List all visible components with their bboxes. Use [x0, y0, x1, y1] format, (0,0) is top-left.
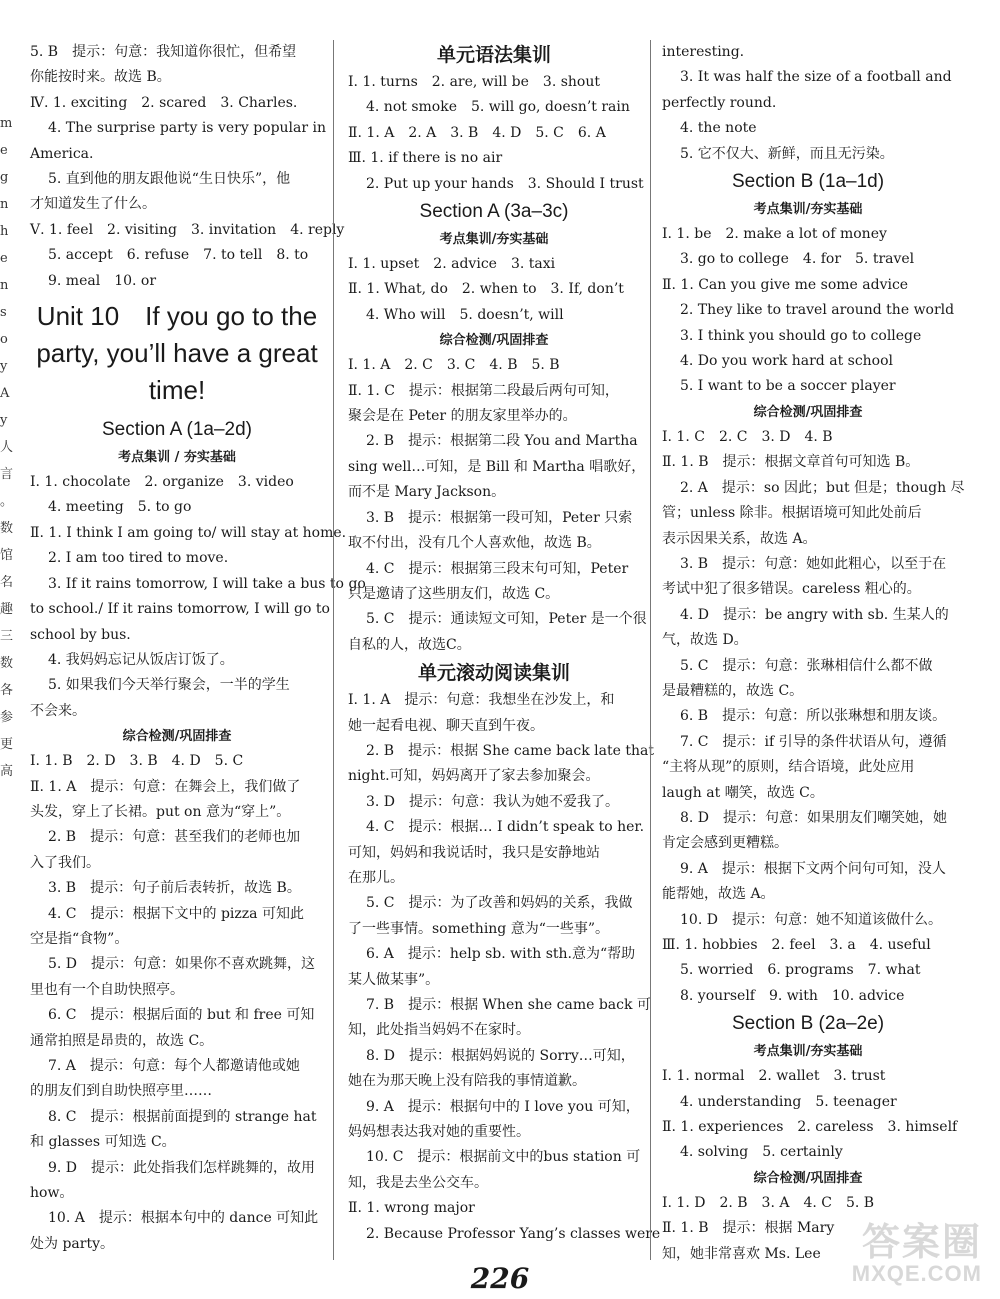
answer-line: 5. D 提示：句意：如果你不喜欢跳舞，这	[48, 956, 316, 973]
answer-line: 了一些事情。something 意为“一些事”。	[348, 920, 610, 937]
subsection-heading: 考点集训/夯实基础	[439, 232, 549, 248]
answer-line: 4. solving 5. certainly	[680, 1144, 843, 1161]
subsection-heading: 综合检测/巩固排查	[122, 729, 232, 745]
answer-line: 某人做某事”。	[348, 971, 440, 988]
left-edge-cropped-text	[0, 110, 14, 785]
answer-line: 5. 直到他的朋友跟他说“生日快乐”，他	[48, 171, 291, 188]
answer-line: 7. A 提示：句意：每个人都邀请他或她	[48, 1058, 300, 1074]
answer-line: 8. C 提示：根据前面提到的 strange hat	[48, 1108, 317, 1125]
answer-line: 3. B 提示：句意：她如此粗心，以至于在	[680, 555, 947, 572]
edge-char: 参	[0, 710, 14, 725]
answer-line: 知，我是去坐公交车。	[348, 1174, 488, 1191]
answer-line: 4. C 提示：根据第三段末句可知，Peter	[366, 560, 629, 577]
subsection-heading: 综合检测/巩固排查	[753, 1170, 863, 1186]
answer-line: Ⅱ. 1. A 2. A 3. B 4. D 5. C 6. A	[348, 124, 606, 141]
answer-line: 7. C 提示：if 引导的条件状语从句，遵循	[680, 733, 947, 750]
answer-line: 9. meal 10. or	[48, 272, 157, 289]
answer-line: 6. A 提示：help sb. with sth.意为“帮助	[366, 946, 636, 963]
answer-line: Ⅰ. 1. turns 2. are, will be 3. shout	[348, 74, 600, 90]
answer-line: 5. accept 6. refuse 7. to tell 8. to	[48, 247, 309, 264]
answer-line: Ⅱ. 1. What, do 2. when to 3. If, don’t	[348, 281, 624, 298]
answer-line: Ⅴ. 1. feel 2. visiting 3. invitation 4. reply	[30, 221, 345, 238]
answer-line: 2. B 提示：根据 She came back late that	[366, 742, 654, 759]
answer-line: Ⅲ. 1. if there is no air	[348, 150, 503, 167]
answer-line: Ⅱ. 1. A 提示：句意：在舞会上，我们做了	[30, 778, 301, 795]
answer-line: 7. B 提示：根据 When she came back 可	[366, 997, 651, 1013]
answer-line: 4. 我妈妈忘记从饭店订饭了。	[48, 651, 234, 668]
edge-char: y	[0, 413, 8, 428]
edge-char: h	[0, 224, 9, 239]
answer-line: 2. A 提示：so 因此；but 但是；though 尽	[680, 479, 965, 496]
practice-heading: 单元语法集训	[436, 44, 551, 66]
answer-line: 里也有一个自助快照亭。	[30, 981, 184, 998]
answer-line: 入了我们。	[30, 854, 100, 871]
answer-line: 3. If it rains tomorrow, I will take a bus to go	[48, 575, 366, 592]
answer-line: 2. B 提示：句意：甚至我们的老师也加	[48, 829, 301, 846]
answer-line: 考试中犯了很多错误。careless 粗心的。	[662, 581, 921, 598]
edge-char: 数	[0, 656, 14, 671]
answer-line: 的朋友们到自助快照亭里……	[30, 1083, 212, 1100]
answer-line: Ⅰ. 1. B 2. D 3. B 4. D 5. C	[30, 753, 244, 770]
answer-line: 可知，妈妈和我说话时，我只是安静地站	[348, 844, 600, 861]
answer-line: 3. It was half the size of a football and	[680, 69, 952, 86]
answer-line: Ⅰ. 1. chocolate 2. organize 3. video	[30, 474, 294, 491]
answer-line: 知，她非常喜欢 Ms. Lee	[662, 1245, 821, 1262]
answer-line: 能帮她，故选 A。	[662, 886, 775, 903]
answer-line: how。	[30, 1185, 74, 1202]
answer-line: 而不是 Mary Jackson。	[348, 484, 506, 501]
edge-char: 各	[0, 683, 14, 698]
answer-line: America.	[30, 145, 94, 162]
answer-line: 8. D 提示：句意：如果朋友们嘲笑她，她	[680, 809, 948, 826]
subsection-heading: 综合检测/巩固排查	[439, 333, 549, 349]
edge-char: 馆	[0, 548, 14, 563]
answer-line: Ⅱ. 1. experiences 2. careless 3. himself	[662, 1119, 958, 1136]
edge-char: n	[0, 197, 9, 212]
answer-line: sing well…可知，是 Bill 和 Martha 唱歌好，	[348, 458, 646, 475]
answer-line: 知，此处指当妈妈不在家时。	[348, 1022, 530, 1039]
answer-line: 3. B 提示：句子前后表转折，故选 B。	[48, 880, 301, 897]
answer-line: Ⅰ. 1. A 2. C 3. C 4. B 5. B	[348, 357, 560, 374]
answer-line: 9. D 提示：此处指我们怎样跳舞的，故用	[48, 1159, 316, 1176]
answer-line: Ⅰ. 1. A 提示：句意：我想坐在沙发上，和	[348, 692, 615, 709]
answer-line: 3. B 提示：根据第一段可知，Peter 只索	[366, 509, 633, 526]
edge-char: 高	[0, 764, 14, 779]
answer-line: to school./ If it rains tomorrow, I will go to	[30, 601, 330, 618]
answer-line: 4. C 提示：根据下文中的 pizza 可知此	[48, 905, 304, 922]
answer-line: Ⅱ. 1. I think I am going to/ will stay at home.	[30, 524, 347, 541]
answer-line: 通常拍照是昂贵的，故选 C。	[30, 1032, 214, 1049]
answer-line: Ⅱ. 1. wrong major	[348, 1200, 475, 1217]
answer-line: 空是指“食物”。	[30, 930, 129, 947]
answer-line: 5. 它不仅大、新鲜，而且无污染。	[680, 145, 894, 162]
answer-line: 5. worried 6. programs 7. what	[680, 962, 921, 979]
answer-line: 取不付出，没有几个人喜欢他，故选 B。	[348, 535, 601, 552]
edge-char: s	[0, 305, 7, 320]
answer-line: 她在为那天晚上没有陪我的事情道歉。	[348, 1073, 586, 1090]
answer-line: 8. D 提示：根据妈妈说的 Sorry…可知，	[366, 1047, 635, 1064]
answer-line: 5. B 提示：句意：我知道你很忙，但希望	[30, 44, 297, 60]
subsection-heading: 综合检测/巩固排查	[753, 404, 863, 420]
answer-line: 2. They like to travel around the world	[680, 302, 955, 319]
edge-char: m	[0, 116, 13, 131]
answer-line: Ⅱ. 1. Can you give me some advice	[662, 276, 909, 293]
edge-char: A	[0, 386, 10, 401]
edge-char: 趣	[0, 602, 14, 617]
practice-heading: 单元滚动阅读集训	[417, 662, 570, 685]
section-heading: Section A (1a–2d)	[102, 419, 252, 441]
edge-char: 人	[0, 440, 14, 455]
answer-line: interesting.	[662, 44, 745, 60]
answer-line: 管；unless 除非。根据语境可知此处前后	[662, 505, 922, 522]
answer-line: 是最糟糕的，故选 C。	[662, 682, 804, 699]
answer-line: 只是邀请了这些朋友们，故选 C。	[348, 585, 560, 602]
edge-char: y	[0, 359, 8, 374]
subsection-heading: 考点集训 / 夯实基础	[118, 450, 236, 466]
answer-line: 在那儿。	[348, 869, 404, 886]
section-heading: Section B (2a–2e)	[731, 1013, 885, 1035]
answer-line: Ⅱ. 1. C 提示：根据第二段最后两句可知，	[348, 382, 619, 399]
answer-line: 4. not smoke 5. will go, doesn’t rain	[366, 99, 630, 116]
answer-line: Ⅰ. 1. C 2. C 3. D 4. B	[662, 428, 833, 445]
answer-line: 5. I want to be a soccer player	[680, 378, 896, 395]
answer-line: 6. C 提示：根据后面的 but 和 free 可知	[48, 1007, 315, 1024]
answer-line: laugh at 嘲笑，故选 C。	[662, 784, 824, 801]
edge-char: e	[0, 143, 8, 158]
answer-line: 4. meeting 5. to go	[48, 499, 192, 516]
answer-line: Ⅲ. 1. hobbies 2. feel 3. a 4. useful	[662, 937, 931, 953]
answer-line: Ⅰ. 1. be 2. make a lot of money	[662, 226, 887, 243]
answer-line: 3. I think you should go to college	[680, 327, 922, 344]
answer-line: 4. C 提示：根据… I didn’t speak to her.	[366, 819, 645, 836]
edge-char: o	[0, 332, 8, 347]
answer-line: 肯定会感到更糟糕。	[662, 835, 788, 852]
answer-line: 4. D 提示：be angry with sb. 生某人的	[680, 606, 949, 623]
edge-char: e	[0, 251, 8, 266]
answer-line: 9. A 提示：根据下文两个问句可知，没人	[680, 860, 946, 877]
answer-line: 10. C 提示：根据前文中的bus station 可	[366, 1149, 641, 1166]
answer-line: Ⅱ. 1. B 提示：根据 Mary	[662, 1220, 835, 1237]
answer-line: 和 glasses 可知选 C。	[30, 1134, 176, 1151]
column-divider	[333, 40, 334, 1260]
answer-line: 自私的人，故选C。	[348, 636, 471, 653]
watermark-line-2: MXQE.COM	[851, 1261, 982, 1286]
answer-line: night.可知，妈妈离开了家去参加聚会。	[348, 768, 600, 785]
answer-line: 2. B 提示：根据第二段 You and Martha	[366, 433, 638, 450]
answer-line: 5. C 提示：通读短文可知，Peter 是一个很	[366, 611, 647, 628]
answer-line: 3. D 提示：句意：我认为她不爱我了。	[366, 793, 620, 810]
answer-line: 8. yourself 9. with 10. advice	[680, 987, 905, 1004]
answer-line: Ⅰ. 1. upset 2. advice 3. taxi	[348, 256, 556, 273]
answer-line: 3. go to college 4. for 5. travel	[680, 251, 915, 268]
watermark-logo	[852, 1223, 982, 1285]
answer-line: Ⅱ. 1. B 提示：根据文章首句可知选 B。	[662, 454, 920, 471]
answer-line: school by bus.	[30, 626, 131, 643]
edge-char: 数	[0, 521, 14, 536]
answer-line: 头发，穿上了长裙。put on 意为“穿上”。	[30, 803, 291, 820]
answer-line: Ⅳ. 1. exciting 2. scared 3. Charles.	[30, 94, 298, 111]
subsection-heading: 考点集训/夯实基础	[753, 1044, 863, 1060]
unit-heading: Unit 10 If you go to the party, you’ll have a great time!	[36, 301, 318, 406]
answer-line: 4. Do you work hard at school	[680, 353, 894, 370]
answer-line: 5. C 提示：为了改善和妈妈的关系，我做	[366, 895, 633, 912]
edge-char: 名	[0, 575, 14, 590]
answer-column-right	[662, 40, 965, 1267]
answer-line: Ⅰ. 1. D 2. B 3. A 4. C 5. B	[662, 1194, 875, 1211]
edge-char: g	[0, 170, 9, 185]
answer-line: 聚会是在 Peter 的朋友家里举办的。	[348, 408, 577, 425]
section-heading: Section B (1a–1d)	[731, 171, 885, 193]
answer-line: 6. B 提示：句意：所以张琳想和朋友谈。	[680, 708, 947, 725]
answer-line: 4. The surprise party is very popular in	[48, 120, 327, 137]
column-divider	[650, 40, 651, 1260]
subsection-heading: 考点集训/夯实基础	[753, 202, 863, 218]
answer-line: 5. C 提示：句意：张琳相信什么都不做	[680, 657, 933, 674]
answer-line: 气，故选 D。	[662, 632, 748, 649]
answer-line: 妈妈想表达我对她的重要性。	[348, 1124, 530, 1141]
answer-line: 4. Who will 5. doesn’t, will	[366, 306, 564, 323]
answer-line: 表示因果关系，故选 A。	[662, 530, 817, 547]
answer-line: 10. A 提示：根据本句中的 dance 可知此	[48, 1210, 319, 1227]
answer-line: 2. Because Professor Yang’s classes were	[366, 1225, 661, 1242]
edge-char: n	[0, 278, 9, 293]
answer-line: 才知道发生了什么。	[30, 196, 156, 213]
answer-column-left	[30, 40, 366, 1257]
answer-line: 10. D 提示：句意：她不知道该做什么。	[680, 911, 942, 928]
page-number: 226	[470, 1262, 530, 1295]
answer-line: 4. understanding 5. teenager	[680, 1093, 897, 1110]
answer-line: 她一起看电视、聊天直到午夜。	[348, 717, 544, 734]
answer-line: 2. Put up your hands 3. Should I trust	[366, 175, 644, 192]
answer-line: perfectly round.	[662, 94, 777, 111]
answer-line: 9. A 提示：根据句中的 I love you 可知，	[366, 1098, 640, 1115]
answer-line: “主将从现”的原则，结合语境，此处应用	[662, 759, 915, 776]
edge-char: 言	[0, 467, 14, 482]
edge-char: 三	[0, 629, 14, 644]
answer-line: 处为 party。	[30, 1235, 114, 1252]
answer-line: Ⅰ. 1. normal 2. wallet 3. trust	[662, 1068, 886, 1085]
answer-line: 4. the note	[680, 120, 757, 137]
edge-char: 更	[0, 737, 14, 752]
section-heading: Section A (3a–3c)	[419, 201, 569, 223]
answer-column-middle	[348, 40, 661, 1247]
answer-line: 5. 如果我们今天举行聚会，一半的学生	[48, 677, 290, 694]
answer-line: 你能按时来。故选 B。	[30, 69, 171, 86]
edge-char: 。	[0, 494, 14, 509]
watermark-line-1: 答案圈	[861, 1222, 982, 1264]
answer-line: 不会来。	[30, 702, 86, 719]
answer-line: 2. I am too tired to move.	[48, 550, 229, 567]
